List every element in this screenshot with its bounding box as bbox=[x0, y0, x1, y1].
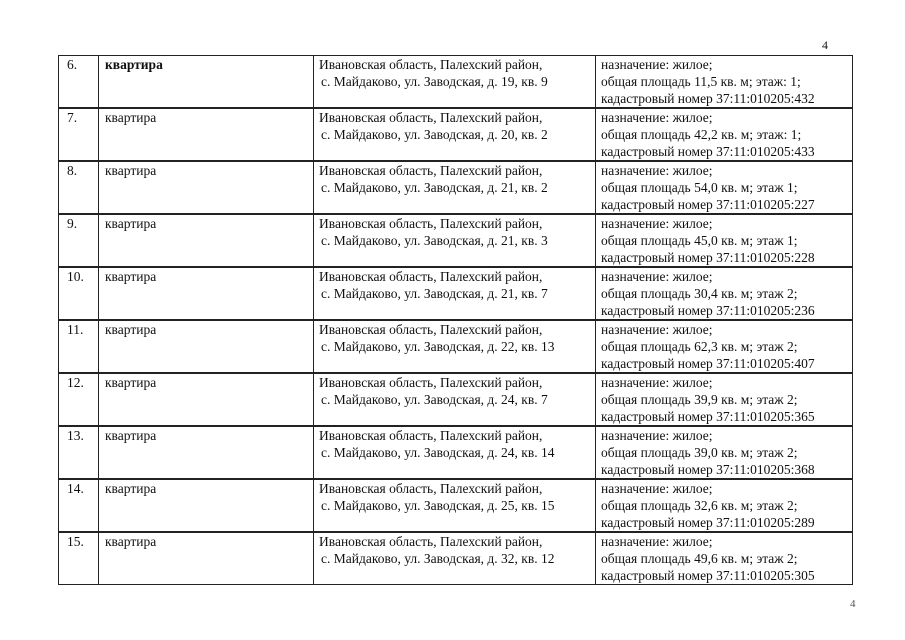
object-type-cell bbox=[99, 56, 314, 109]
description-cell bbox=[596, 267, 853, 320]
purpose-line: назначение: жилое; bbox=[601, 110, 713, 125]
address-line-2: с. Майдаково, ул. Заводская, д. 25, кв. 15 bbox=[321, 498, 555, 513]
row-number: 9. bbox=[67, 216, 78, 231]
property-table-body bbox=[59, 56, 853, 585]
object-type-cell bbox=[99, 108, 314, 161]
purpose-line: назначение: жилое; bbox=[601, 534, 713, 549]
description-cell bbox=[596, 320, 853, 373]
description-cell bbox=[596, 161, 853, 214]
table-row bbox=[59, 320, 853, 373]
purpose-line: назначение: жилое; bbox=[601, 481, 713, 496]
row-number-cell bbox=[59, 267, 99, 320]
address-line-2: с. Майдаково, ул. Заводская, д. 21, кв. 7 bbox=[321, 286, 548, 301]
address-line-1: Ивановская область, Палехский район, bbox=[319, 322, 543, 337]
row-number: 7. bbox=[67, 110, 78, 125]
address-line-1: Ивановская область, Палехский район, bbox=[319, 534, 543, 549]
object-type: квартира bbox=[105, 375, 157, 390]
row-number: 15. bbox=[67, 534, 84, 549]
cadastral-number-line: кадастровый номер 37:11:010205:305 bbox=[601, 568, 815, 583]
row-number-cell bbox=[59, 532, 99, 585]
page-number: 4 bbox=[822, 38, 828, 52]
address-cell bbox=[314, 161, 596, 214]
row-number: 14. bbox=[67, 481, 84, 496]
area-floor-line: общая площадь 39,9 кв. м; этаж 2; bbox=[601, 392, 798, 407]
area-floor-line: общая площадь 49,6 кв. м; этаж 2; bbox=[601, 551, 798, 566]
row-number: 8. bbox=[67, 163, 78, 178]
table-row bbox=[59, 267, 853, 320]
object-type: квартира bbox=[105, 163, 157, 178]
cadastral-number-line: кадастровый номер 37:11:010205:236 bbox=[601, 303, 815, 318]
area-floor-line: общая площадь 42,2 кв. м; этаж: 1; bbox=[601, 127, 802, 142]
row-number: 12. bbox=[67, 375, 84, 390]
area-floor-line: общая площадь 39,0 кв. м; этаж 2; bbox=[601, 445, 798, 460]
address-cell bbox=[314, 56, 596, 109]
description-cell bbox=[596, 426, 853, 479]
area-floor-line: общая площадь 54,0 кв. м; этаж 1; bbox=[601, 180, 798, 195]
purpose-line: назначение: жилое; bbox=[601, 269, 713, 284]
object-type-cell bbox=[99, 161, 314, 214]
table-row bbox=[59, 214, 853, 267]
address-line-1: Ивановская область, Палехский район, bbox=[319, 216, 543, 231]
cadastral-number-line: кадастровый номер 37:11:010205:227 bbox=[601, 197, 815, 212]
object-type-cell bbox=[99, 373, 314, 426]
object-type-cell bbox=[99, 214, 314, 267]
object-type: квартира bbox=[105, 110, 157, 125]
row-number: 11. bbox=[67, 322, 84, 337]
row-number-cell bbox=[59, 320, 99, 373]
address-line-2: с. Майдаково, ул. Заводская, д. 19, кв. 9 bbox=[321, 74, 548, 89]
area-floor-line: общая площадь 11,5 кв. м; этаж: 1; bbox=[601, 74, 801, 89]
address-cell bbox=[314, 373, 596, 426]
address-line-1: Ивановская область, Палехский район, bbox=[319, 481, 543, 496]
area-floor-line: общая площадь 32,6 кв. м; этаж 2; bbox=[601, 498, 798, 513]
address-line-2: с. Майдаково, ул. Заводская, д. 24, кв. 7 bbox=[321, 392, 548, 407]
purpose-line: назначение: жилое; bbox=[601, 57, 713, 72]
address-line-1: Ивановская область, Палехский район, bbox=[319, 163, 543, 178]
row-number: 10. bbox=[67, 269, 84, 284]
row-number: 6. bbox=[67, 57, 78, 72]
object-type: квартира bbox=[105, 269, 157, 284]
address-line-1: Ивановская область, Палехский район, bbox=[319, 269, 543, 284]
purpose-line: назначение: жилое; bbox=[601, 216, 713, 231]
address-cell bbox=[314, 532, 596, 585]
table-row bbox=[59, 161, 853, 214]
object-type-cell bbox=[99, 320, 314, 373]
address-cell bbox=[314, 267, 596, 320]
description-cell bbox=[596, 373, 853, 426]
table-row bbox=[59, 108, 853, 161]
address-line-2: с. Майдаково, ул. Заводская, д. 24, кв. 14 bbox=[321, 445, 555, 460]
object-type: квартира bbox=[105, 216, 157, 231]
address-cell bbox=[314, 479, 596, 532]
row-number-cell bbox=[59, 479, 99, 532]
address-cell bbox=[314, 320, 596, 373]
row-number-cell bbox=[59, 56, 99, 109]
row-number-cell bbox=[59, 426, 99, 479]
purpose-line: назначение: жилое; bbox=[601, 322, 713, 337]
description-cell bbox=[596, 214, 853, 267]
table-row bbox=[59, 56, 853, 109]
address-cell bbox=[314, 426, 596, 479]
table-row bbox=[59, 532, 853, 585]
address-line-2: с. Майдаково, ул. Заводская, д. 21, кв. 3 bbox=[321, 233, 548, 248]
row-number-cell bbox=[59, 373, 99, 426]
object-type: квартира bbox=[105, 534, 157, 549]
address-cell bbox=[314, 108, 596, 161]
description-cell bbox=[596, 532, 853, 585]
row-number-cell bbox=[59, 214, 99, 267]
table-row bbox=[59, 479, 853, 532]
row-number: 13. bbox=[67, 428, 84, 443]
object-type: квартира bbox=[105, 57, 163, 72]
object-type-cell bbox=[99, 426, 314, 479]
address-cell bbox=[314, 214, 596, 267]
table-row bbox=[59, 373, 853, 426]
property-table bbox=[58, 55, 853, 585]
cadastral-number-line: кадастровый номер 37:11:010205:368 bbox=[601, 462, 815, 477]
purpose-line: назначение: жилое; bbox=[601, 428, 713, 443]
cadastral-number-line: кадастровый номер 37:11:010205:407 bbox=[601, 356, 815, 371]
row-number-cell bbox=[59, 108, 99, 161]
corner-mark: 4 bbox=[850, 598, 856, 610]
address-line-2: с. Майдаково, ул. Заводская, д. 22, кв. 13 bbox=[321, 339, 555, 354]
cadastral-number-line: кадастровый номер 37:11:010205:289 bbox=[601, 515, 815, 530]
address-line-1: Ивановская область, Палехский район, bbox=[319, 375, 543, 390]
address-line-1: Ивановская область, Палехский район, bbox=[319, 110, 543, 125]
purpose-line: назначение: жилое; bbox=[601, 163, 713, 178]
address-line-2: с. Майдаково, ул. Заводская, д. 32, кв. 12 bbox=[321, 551, 555, 566]
address-line-2: с. Майдаково, ул. Заводская, д. 20, кв. 2 bbox=[321, 127, 548, 142]
area-floor-line: общая площадь 62,3 кв. м; этаж 2; bbox=[601, 339, 798, 354]
purpose-line: назначение: жилое; bbox=[601, 375, 713, 390]
object-type: квартира bbox=[105, 428, 157, 443]
description-cell bbox=[596, 56, 853, 109]
cadastral-number-line: кадастровый номер 37:11:010205:228 bbox=[601, 250, 815, 265]
address-line-2: с. Майдаково, ул. Заводская, д. 21, кв. 2 bbox=[321, 180, 548, 195]
object-type: квартира bbox=[105, 481, 157, 496]
object-type: квартира bbox=[105, 322, 157, 337]
area-floor-line: общая площадь 30,4 кв. м; этаж 2; bbox=[601, 286, 798, 301]
object-type-cell bbox=[99, 532, 314, 585]
cadastral-number-line: кадастровый номер 37:11:010205:365 bbox=[601, 409, 815, 424]
cadastral-number-line: кадастровый номер 37:11:010205:432 bbox=[601, 91, 815, 106]
description-cell bbox=[596, 479, 853, 532]
object-type-cell bbox=[99, 267, 314, 320]
row-number-cell bbox=[59, 161, 99, 214]
object-type-cell bbox=[99, 479, 314, 532]
description-cell bbox=[596, 108, 853, 161]
address-line-1: Ивановская область, Палехский район, bbox=[319, 57, 543, 72]
table-row bbox=[59, 426, 853, 479]
address-line-1: Ивановская область, Палехский район, bbox=[319, 428, 543, 443]
cadastral-number-line: кадастровый номер 37:11:010205:433 bbox=[601, 144, 815, 159]
area-floor-line: общая площадь 45,0 кв. м; этаж 1; bbox=[601, 233, 798, 248]
